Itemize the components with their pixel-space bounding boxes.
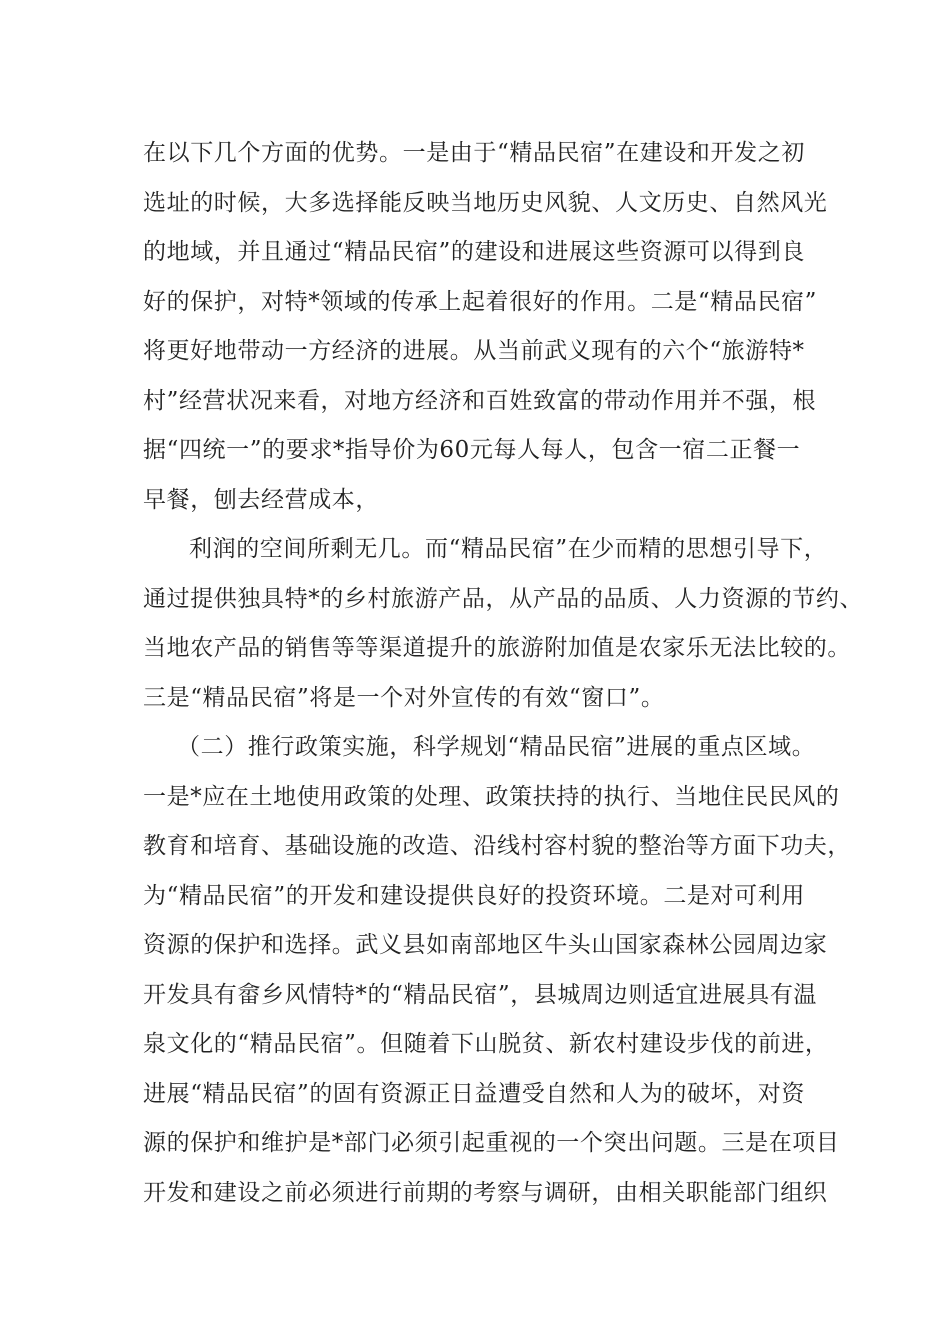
text-line: 的地域，并且通过“精品民宿”的建设和进展这些资源可以得到良	[143, 239, 805, 265]
section-heading-line: （二）推行政策实施，科学规划“精品民宿”进展的重点区域。	[177, 734, 816, 760]
text-line: 将更好地带动一方经济的进展。从当前武义现有的六个“旅游特*	[143, 338, 805, 364]
text-line: 源的保护和维护是*部门必须引起重视的一个突出问题。三是在项目	[143, 1130, 840, 1156]
text-line: 开发和建设之前必须进行前期的考察与调研，由相关职能部门组织	[143, 1179, 828, 1206]
text-line: 在以下几个方面的优势。一是由于“精品民宿”在建设和开发之初	[143, 140, 805, 166]
text-line: 当地农产品的销售等等渠道提升的旅游附加值是农家乐无法比较的。	[143, 635, 851, 661]
text-line: 一是*应在土地使用政策的处理、政策扶持的执行、当地住民民风的	[143, 783, 840, 810]
text-line: 为“精品民宿”的开发和建设提供良好的投资环境。二是对可利用	[143, 882, 805, 909]
paragraph-start-line: 利润的空间所剩无几。而“精品民宿”在少而精的思想引导下，	[189, 536, 828, 562]
text-line: 据“四统一”的要求*指导价为60元每人每人，包含一宿二正餐一	[143, 437, 801, 463]
text-line: 泉文化的“精品民宿”。但随着下山脱贫、新农村建设步伐的前进，	[143, 1031, 829, 1057]
text-line: 教育和培育、基础设施的改造、沿线村容村貌的整治等方面下功夫，	[143, 833, 851, 859]
text-line: 村”经营状况来看，对地方经济和百姓致富的带动作用并不强，根	[143, 387, 817, 414]
text-line: 开发具有畲乡风情特*的“精品民宿”，县城周边则适宜进展具有温	[143, 981, 818, 1008]
text-line: 通过提供独具特*的乡村旅游产品，从产品的品质、人力资源的节约、	[143, 585, 864, 612]
text-line: 早餐，刨去经营成本，	[143, 486, 379, 513]
text-line: 进展“精品民宿”的固有资源正日益遭受自然和人为的破坏，对资	[143, 1080, 805, 1107]
text-line: 好的保护，对特*领域的传承上起着很好的作用。二是“精品民宿”	[143, 288, 818, 315]
text-line: 选址的时候，大多选择能反映当地历史风貌、人文历史、自然风光	[143, 189, 828, 216]
text-line: 资源的保护和选择。武义县如南部地区牛头山国家森林公园周边家	[143, 932, 828, 958]
text-line: 三是“精品民宿”将是一个对外宣传的有效“窗口”。	[143, 684, 665, 711]
document-body	[143, 134, 864, 1223]
